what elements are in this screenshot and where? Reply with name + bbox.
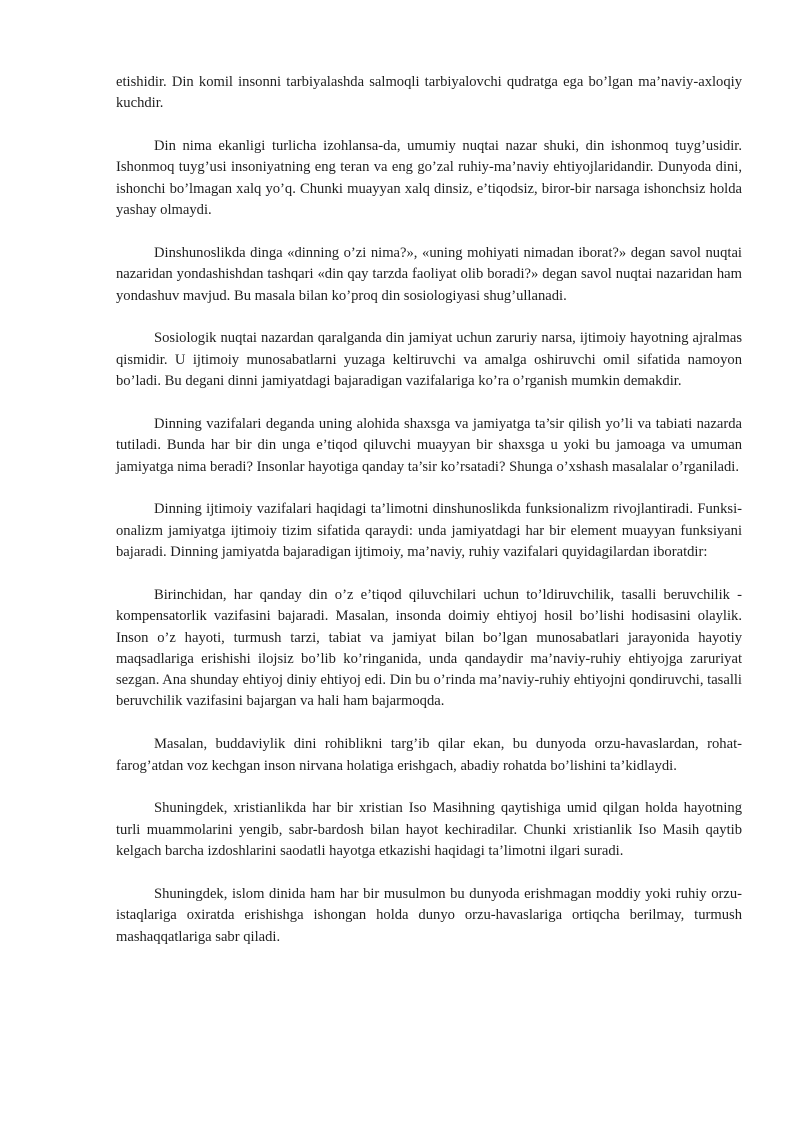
paragraph-3: Dinshunoslikda dinga «dinning o’zi nima?», «uning mohiyati nimadan iborat?» degan savol nuqtai nazaridan yondashishdan tashqari «din qay tarzda faoliyat olib boradi?» degan savol nuqtai nazaridan ham yondashuv mavjud. Bu masala bilan ko’proq din sosiologiyasi shug’ullanadi. [116, 244, 742, 304]
paragraph-4: Sosiologik nuqtai nazardan qaralganda din jamiyat uchun zaruriy narsa, ijtimoiy hayotning ajralmas qismidir. U ijtimoiy munosabatlarni yuzaga keltiruvchi va amalga oshiruvchi omil sifatida namoyon bo’ladi. Bu degani dinni jamiyatdagi bajaradigan vazifalariga ko’ra o’rganish mumkin demakdir. [116, 330, 742, 390]
paragraph-10: Shuningdek, islom dinida ham har bir musulmon bu dunyoda erishmagan moddiy yoki ruhiy orzu-istaqlariga oxiratda erishishga ishongan holda dunyo orzu-havaslariga ortiqcha berilmay, turmush mashaqqatlariga sabr qiladi. [116, 885, 742, 945]
paragraph-6: Dinning ijtimoiy vazifalari haqidagi ta’limotni dinshunoslikda funksionalizm rivojlantiradi. Funksi-onalizm jamiyatga ijtimoiy tizim sifatida qaraydi: unda jamiyatdagi har bir element muayyan funksiyani bajaradi. Dinning jamiyatda bajaradigan ijtimoiy, ma’naviy, ruhiy vazifalari quyidagilardan iboratdir: [116, 501, 742, 561]
paragraph-1: etishidir. Din komil insonni tarbiyalashda salmoqli tarbiyalovchi qudratga ega bo’lgan ma’naviy-axloqiy kuchdir. [116, 74, 742, 112]
paragraph-8: Masalan, buddaviylik dini rohiblikni targ’ib qilar ekan, bu dunyoda orzu-havaslardan, rohat-farog’atdan voz kechgan inson nirvana holatiga erishgach, abadiy rohatda bo’lishini ta’kidlaydi. [116, 736, 742, 774]
paragraph-9: Shuningdek, xristianlikda har bir xristian Iso Masihning qaytishiga umid qilgan holda hayotning turli muammolarini yengib, sabr-bardosh bilan hayot kechiradilar. Chunki xristianlik Iso Masih qaytib kelgach barcha izdoshlarini saodatli hayotga etkazishi haqidagi ta’limotni ilgari suradi. [116, 800, 742, 860]
paragraph-5: Dinning vazifalari deganda uning alohida shaxsga va jamiyatga ta’sir qilish yo’li va tabiati nazarda tutiladi. Bunda har bir din unga e’tiqod qiluvchi muayyan bir shaxsga u yoki bu jamoaga va umuman jamiyatga nima beradi? Insonlar hayotiga qanday ta’sir ko’rsatadi? Shunga o’xshash masalalar o’rganiladi. [116, 415, 742, 475]
paragraph-7: Birinchidan, har qanday din o’z e’tiqod qiluvchilari uchun to’ldiruvchilik, tasalli beruvchilik - kompensatorlik vazifasini bajaradi. Masalan, insonda doimiy ehtiyoj hosil bo’lishi hodisasini olaylik. Inson o’z hayoti, turmush tarzi, tabiat va jamiyat bilan bo’lgan munosabatlari jarayonida hayotiy maqsadlariga erishishi ilojsiz bo’lib ko’ringanida, unda qandaydir ma’naviy-ruhiy ehtiyojga zaruriyat sezgan. Ana shunday ehtiyoj diniy ehtiyoj edi. Din bu o’rinda ma’naviy-ruhiy ehtiyojni qondiruvchi, tasalli beruvchilik vazifasini bajargan va hali ham bajarmoqda. [116, 586, 742, 710]
paragraph-2: Din nima ekanligi turlicha izohlansa-da, umumiy nuqtai nazar shuki, din ishonmoq tuyg’usidir. Ishonmoq tuyg’usi insoniyatning eng teran va eng go’zal ruhiy-ma’naviy ehtiyojlaridandir. Dunyoda dini, ishonchi bo’lmagan xalq yo’q. Chunki muayyan xalq dinsiz, e’tiqodsiz, biror-bir narsaga ishonchsiz holda yashay olmaydi. [116, 138, 742, 219]
document-body [116, 72, 742, 948]
